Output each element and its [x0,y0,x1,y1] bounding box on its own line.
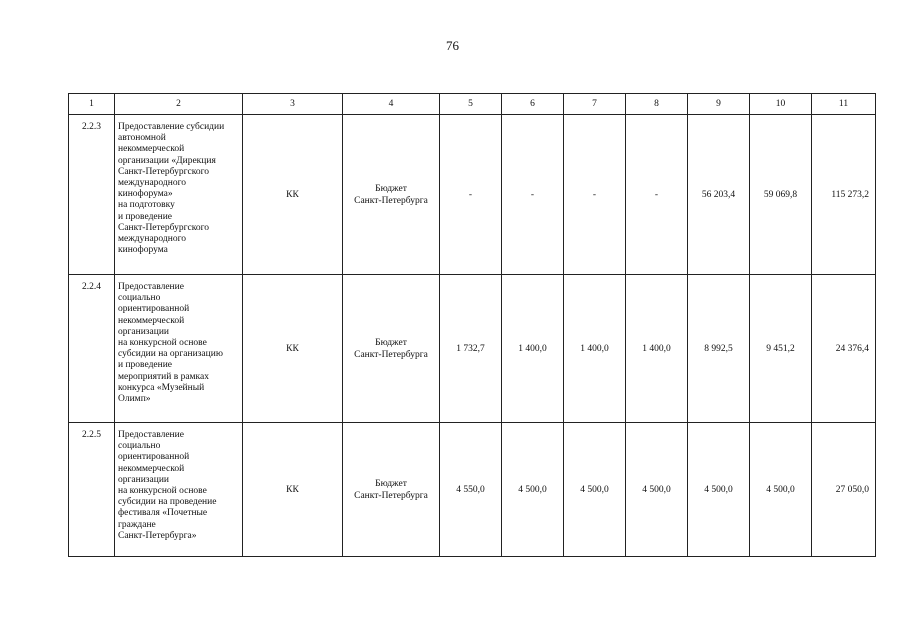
row-number: 2.2.3 [69,115,115,275]
column-header: 11 [812,94,876,115]
value-cell: 56 203,4 [688,115,750,275]
budget-table [68,93,876,557]
funding-source-cell: Бюджет Санкт-Петербурга [343,115,440,275]
value-cell: 4 500,0 [750,423,812,557]
table-row [69,423,876,557]
funding-source-cell: Бюджет Санкт-Петербурга [343,423,440,557]
executor-cell: КК [243,115,343,275]
total-cell: 27 050,0 [812,423,876,557]
column-header: 2 [115,94,243,115]
value-cell: - [564,115,626,275]
measure-name: Предоставление социально ориентированной некоммерческой организации на конкурсной основе субсидии на организацию и проведение мероприятий в рамках конкурса «Музейный Олимп» [115,275,243,423]
value-cell: 4 500,0 [688,423,750,557]
value-cell: 4 500,0 [626,423,688,557]
column-header: 10 [750,94,812,115]
value-cell: 4 500,0 [564,423,626,557]
column-header: 8 [626,94,688,115]
column-header: 3 [243,94,343,115]
table-row [69,275,876,423]
value-cell: 1 732,7 [440,275,502,423]
total-cell: 24 376,4 [812,275,876,423]
column-header: 7 [564,94,626,115]
column-header: 9 [688,94,750,115]
row-number: 2.2.5 [69,423,115,557]
value-cell: 1 400,0 [564,275,626,423]
column-header: 6 [502,94,564,115]
column-header: 5 [440,94,502,115]
value-cell: - [440,115,502,275]
executor-cell: КК [243,423,343,557]
value-cell: - [626,115,688,275]
column-header: 1 [69,94,115,115]
value-cell: 4 500,0 [502,423,564,557]
value-cell: 4 550,0 [440,423,502,557]
value-cell: 59 069,8 [750,115,812,275]
total-cell: 115 273,2 [812,115,876,275]
measure-name: Предоставление социально ориентированной некоммерческой организации на конкурсной основе субсидии на проведение фестиваля «Почетные граждане Санкт-Петербурга» [115,423,243,557]
measure-name: Предоставление субсидии автономной некоммерческой организации «Дирекция Санкт-Петербургского международного кинофорума» на подготовку и проведение Санкт-Петербургского международного кинофорума [115,115,243,275]
table-row [69,115,876,275]
value-cell: 8 992,5 [688,275,750,423]
page-number: 76 [446,38,459,53]
executor-cell: КК [243,275,343,423]
value-cell: 1 400,0 [626,275,688,423]
value-cell: - [502,115,564,275]
value-cell: 9 451,2 [750,275,812,423]
header-row [69,94,876,115]
row-number: 2.2.4 [69,275,115,423]
funding-source-cell: Бюджет Санкт-Петербурга [343,275,440,423]
value-cell: 1 400,0 [502,275,564,423]
column-header: 4 [343,94,440,115]
